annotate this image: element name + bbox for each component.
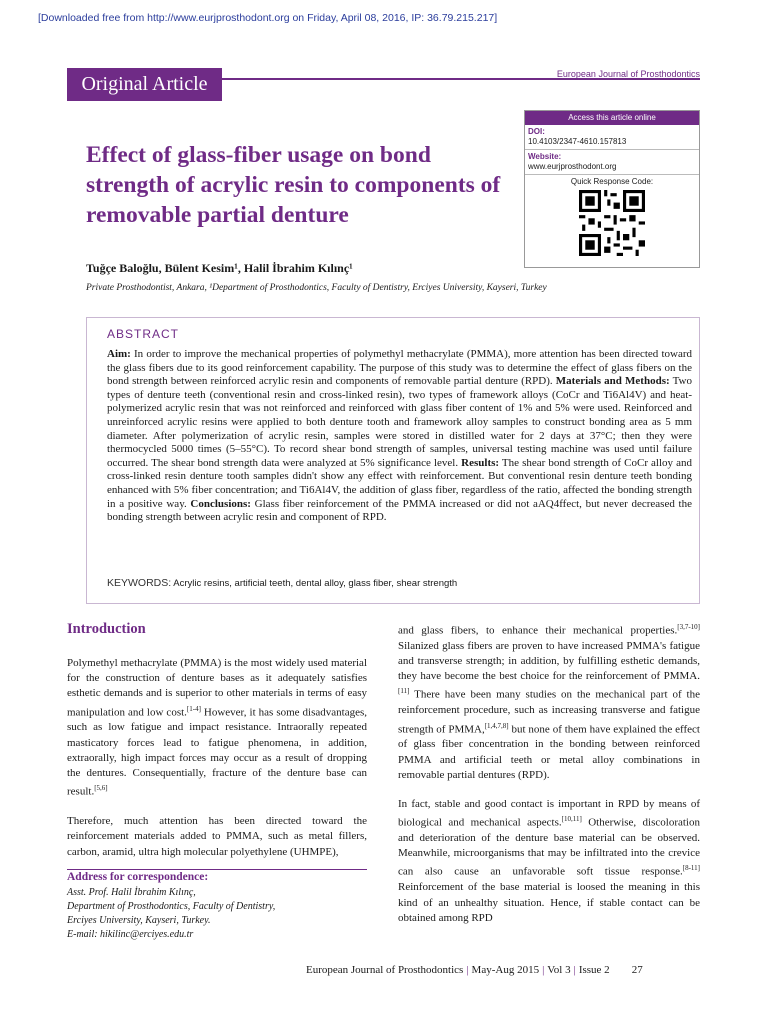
intro-right-column [398, 620, 700, 936]
methods-text: Two types of denture teeth (conventional resin and cross-linked resin), two types of framework alloys (CoCr and Ti6Al4V) and heat-polymerized acrylic resin that was not reinforced and reinforced with glass fiber content of 1% and 5% were used. Reinforced and unreinforced acrylic resins were applied to both denture tooth and framework alloy samples to construct bonding area as 5 mm diameter. After polymerization of acrylic resin, samples were stored in distilled water for 2 days at 37°C; then they were thermocycled 5000 times (5–55°C). To record shear bond strength of samples, universal testing machine was used until failure occurred. The shear bond strength data were analyzed at 5% significance level. [107, 375, 692, 469]
conclusions-label: Conclusions: [190, 497, 251, 510]
introduction-heading: Introduction [67, 621, 146, 637]
correspondence-text: Asst. Prof. Halil İbrahim Kılınç, Department of Prosthodontics, Faculty of Dentistry, Erciyes University, Kayseri, Turkey. E-mail: hikilinc@erciyes.edu.tr [67, 886, 367, 942]
intro-paragraph: and glass fibers, to enhance their mechanical properties.[3,7-10] Silanized glass fibers are proven to have increased PMMA's fatigue and transverse strength; in addition, by fulfilling esthetic demands, they have become the best choice for the reinforcement of PMMA.[11] There have been many studies on the mechanical part of the reinforcement procedure, such as increasing transverse and fatigue strength of PMMA,[1,4,7,8] but none of them have explained the effect of glass fiber concentration in the bonding between reinforced PMMA and artificial teeth or metal alloy combinations in removable partial dentures (RPD). [398, 623, 700, 781]
doi-label: DOI: [528, 127, 545, 136]
correspondence-rule [67, 869, 367, 870]
footer-issue-date: May-Aug 2015 [471, 964, 540, 976]
intro-paragraph: Polymethyl methacrylate (PMMA) is the most widely used material for the construction of denture bases as it adequately satisfies esthetic demands and is superior to other materials in terms of easy manipulation and low cost.[1-4] However, it has some disadvantages, such as low fatigue and impact resistance. Intraorally repeated masticatory forces lead to fatigue phenomena, in addition, extraorally, high impact forces may occur as a result of dropping the dentures. Consequentially, fracture of the denture base can result.[5,6] [67, 657, 367, 798]
intro-left-column [67, 656, 367, 870]
website-row [525, 150, 699, 175]
website-link[interactable]: www.eurjprosthodont.org [528, 162, 617, 171]
footer-issue: Issue 2 [578, 964, 610, 976]
citation-link[interactable]: [10,11] [561, 815, 582, 824]
page-number: 27 [631, 964, 643, 976]
correspondence-heading: Address for correspondence: [67, 871, 209, 883]
access-box-title: Access this article online [525, 111, 699, 125]
citation-link[interactable]: [5,6] [94, 784, 108, 793]
citation-link[interactable]: [11] [398, 687, 410, 696]
qr-code-icon[interactable] [579, 190, 645, 256]
results-label: Results: [461, 456, 500, 469]
aim-text: In order to improve the mechanical properties of polymethyl methacrylate (PMMA), more attention has been directed toward the glass fibers due to its good reinforcement capability. The purpose of this study was to determine the effect of glass fibers on the bond strength between reinforced acrylic resin and components of removable partial denture (RPD). [107, 348, 692, 388]
results-text: The shear bond strength of CoCr alloy and cross-linked resin denture tooth samples didn't show any effect with reinforcement. But conventional resin denture teeth bonding enhanced with 5% fiber concentration; and Ti6Al4V, the addition of glass fiber, regardless of the ratio, affected the bonding strength in a positive way. [107, 456, 692, 510]
download-note: [Downloaded free from http://www.eurjprosthodont.org on Friday, April 08, 2016, IP: 36.79.215.217] [38, 12, 498, 24]
affiliation: Private Prosthodontist, Ankara, ¹Department of Prosthodontics, Faculty of Dentistry, Erciyes University, Kayseri, Turkey [86, 283, 547, 293]
keywords-text: Acrylic resins, artificial teeth, dental alloy, glass fiber, shear strength [171, 578, 458, 589]
citation-link[interactable]: [1,4,7,8] [484, 721, 509, 730]
qr-label: Quick Response Code: [570, 177, 654, 186]
article-title: Effect of glass-fiber usage on bond strength of acrylic resin to components of removable partial denture [86, 142, 501, 228]
citation-link[interactable]: [3,7-10] [677, 623, 700, 631]
footer-volume: Vol 3 [547, 964, 571, 976]
abstract-text [107, 348, 692, 525]
methods-label: Materials and Methods: [555, 375, 670, 388]
correspondence-email[interactable]: E-mail: hikilinc@erciyes.edu.tr [67, 929, 194, 940]
authors: Tuğçe Baloğlu, Bülent Kesim¹, Halil İbrahim Kılınç¹ [86, 261, 353, 275]
website-label: Website: [528, 152, 562, 161]
citation-link[interactable]: [1-4] [186, 704, 201, 713]
intro-paragraph: In fact, stable and good contact is important in RPD by means of biological and mechanical aspects.[10,11] Otherwise, discoloration and deterioration of the denture base material can be observed. Meanwhile, microorganisms that may be infiltrated into the crevice can also cause an unfavorable soft tissue response.[8-11] Reinforcement of the base material is loosed the meaning in this kind of an unhealthy situation. Hence, if stable contact can be obtained among RPD [398, 798, 700, 924]
citation-link[interactable]: [8-11] [682, 864, 700, 873]
footer-journal: European Journal of Prosthodontics [306, 964, 464, 976]
page-footer: European Journal of Prosthodontics | May-Aug 2015 | Vol 3 | Issue 2 27 [306, 964, 643, 976]
journal-header: European Journal of Prosthodontics [556, 69, 700, 79]
access-online-box [524, 110, 700, 268]
doi-row [525, 125, 699, 150]
keywords [107, 577, 457, 589]
aim-label: Aim: [107, 348, 131, 360]
abstract-heading: ABSTRACT [107, 327, 180, 341]
keywords-label: KEYWORDS: [107, 577, 172, 589]
intro-paragraph: Therefore, much attention has been directed toward the reinforcement materials added to PMMA, such as metal fillers, carbon, aramid, ultra high molecular polyethylene (UHMPE), [67, 815, 367, 858]
article-type-label: Original Article [67, 68, 222, 101]
conclusions-text: Glass fiber reinforcement of the PMMA increased or did not aAQ4ffect, but never decreased the bonding strength between acrylic resin and component of RPD. [107, 497, 692, 524]
doi-value[interactable]: 10.4103/2347-4610.157813 [528, 137, 627, 146]
